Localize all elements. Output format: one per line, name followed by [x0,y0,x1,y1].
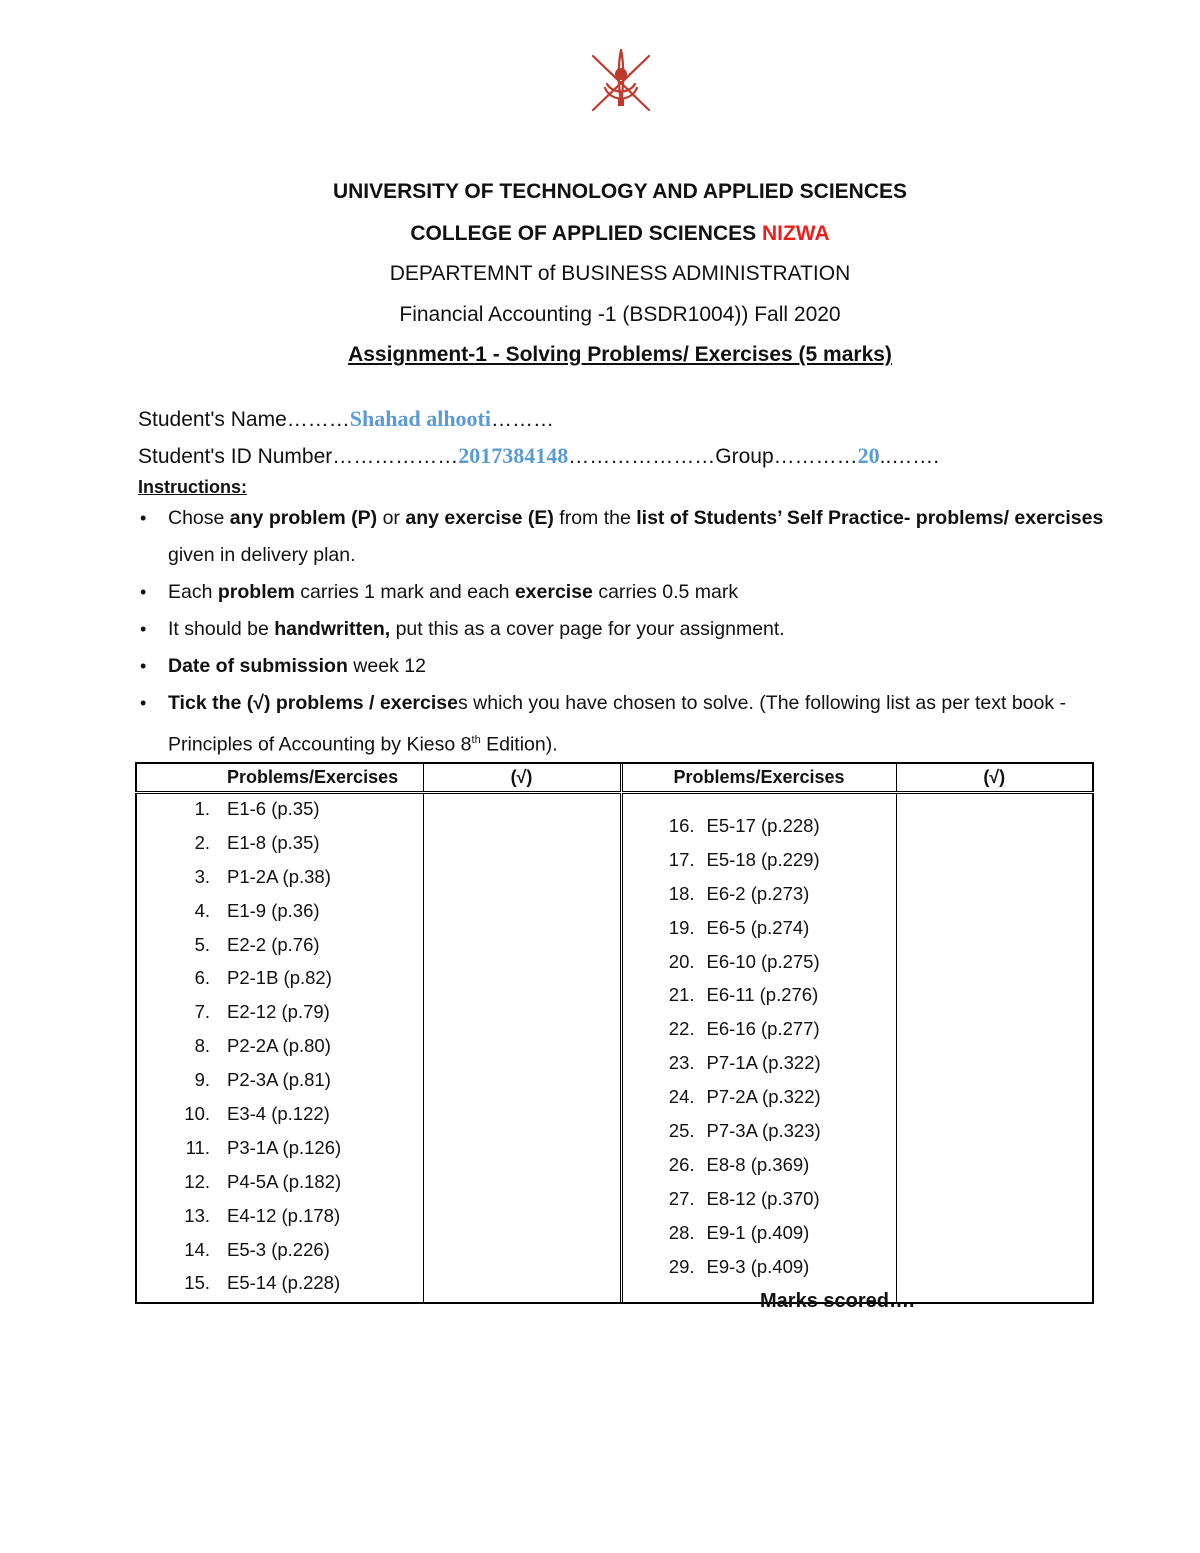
list-item [137,828,423,862]
group-trail: ..……. [879,445,940,468]
university-name: UNIVERSITY OF TECHNOLOGY AND APPLIED SCIENCES [332,180,908,203]
text: Edition). [480,733,558,756]
item-text: P7-2A (p.322) [706,1086,821,1108]
list-item [623,1048,896,1082]
instructions-title: Instructions: [138,477,248,497]
instruction-item [138,574,1118,611]
right-tick-cell[interactable] [896,793,1093,1304]
list-item [623,947,896,981]
instruction-item [138,611,1118,648]
item-number: 21. [668,984,695,1006]
item-text: E8-12 (p.370) [706,1187,820,1209]
list-item [623,1116,896,1150]
list-item [623,1082,896,1116]
list-item [137,862,423,896]
text: s which you have chosen to solve. (The following list as per text book - Principles of Accounting by Kieso 8 [168,692,1067,756]
list-item [623,1014,896,1048]
course-title: Financial Accounting -1 (BSDR1004)) Fall 2020 [399,303,841,326]
left-problems-cell [136,793,423,1304]
student-id-value[interactable]: 2017384148 [458,443,569,468]
item-number: 2. [194,831,210,853]
oman-national-emblem-icon [585,44,657,116]
list-item [137,963,423,997]
list-item [137,1268,423,1302]
item-text: E5-17 (p.228) [706,815,820,836]
item-text: E4-12 (p.178) [227,1204,341,1226]
assignment-title: Assignment-1 - Solving Problems/ Exercises (5 marks) [348,343,892,366]
item-number: 16. [668,815,695,836]
text: given in delivery plan. [168,544,356,566]
item-number: 5. [194,933,210,955]
item-number: 14. [184,1238,210,1260]
list-item [137,1167,423,1201]
marks-scored: Marks scored…. [760,1290,915,1312]
list-item [623,913,896,947]
text: or [377,507,406,529]
item-text: E6-16 (p.277) [706,1018,820,1040]
item-text: E2-12 (p.79) [227,1001,330,1023]
list-item [137,930,423,964]
item-number: 7. [194,1001,210,1023]
item-number: 1. [194,798,210,819]
item-text: P1-2A (p.38) [227,865,331,887]
list-item [623,1218,896,1252]
college-city: NIZWA [761,222,830,245]
instruction-item [138,648,1118,685]
text: Chose [168,507,230,529]
list-item [137,1235,423,1269]
item-number: 23. [668,1052,695,1074]
table-header-row [136,763,1093,793]
item-text: E8-8 (p.369) [706,1153,810,1175]
item-text: P4-5A (p.182) [227,1170,342,1192]
item-number: 6. [194,967,210,989]
item-number: 9. [194,1069,210,1091]
list-item [623,845,896,879]
text: put this as a cover page for your assignment. [390,618,785,640]
instructions-list [138,500,1118,764]
item-text: E1-8 (p.35) [227,831,320,853]
list-item [137,1031,423,1065]
text: handwritten, [274,618,391,640]
item-text: P2-3A (p.81) [227,1069,331,1091]
text: th [471,734,481,746]
item-number: 15. [184,1272,210,1294]
item-number: 3. [194,865,210,887]
item-number: 13. [184,1204,210,1226]
column-header-problems: Problems/Exercises [136,763,423,793]
item-text: P7-1A (p.322) [706,1052,821,1074]
text: Date of submission [168,655,348,677]
department-name: DEPARTEMNT of BUSINESS ADMINISTRATION [389,262,851,285]
item-number: 26. [668,1153,695,1175]
group-value[interactable]: 20 [857,443,880,468]
student-name-field [138,406,554,432]
item-number: 27. [668,1187,695,1209]
left-problems-list [137,794,423,1302]
text: Tick the (√) problems / exercise [168,692,458,714]
item-number: 25. [668,1120,695,1142]
item-text: E6-11 (p.276) [706,984,819,1006]
item-text: E5-18 (p.229) [706,848,820,870]
item-number: 20. [668,950,695,972]
student-name-trail: ……… [491,408,554,431]
item-text: P3-1A (p.126) [227,1136,342,1158]
item-text: E5-14 (p.228) [227,1272,341,1294]
item-number: 22. [668,1018,695,1040]
text: from the [553,507,637,529]
list-item [137,997,423,1031]
item-text: E6-10 (p.275) [706,950,820,972]
list-item [137,1065,423,1099]
list-item [623,1252,896,1286]
list-item [623,811,896,845]
item-number: 28. [668,1221,695,1243]
item-text: P2-1B (p.82) [227,967,332,989]
item-text: E2-2 (p.76) [227,933,320,955]
item-number: 17. [668,848,695,870]
list-item [623,980,896,1014]
item-text: P7-3A (p.323) [706,1120,821,1142]
item-number: 11. [185,1136,210,1158]
item-number: 24. [668,1086,695,1108]
student-name-value[interactable]: Shahad alhooti [349,406,491,431]
list-item [137,896,423,930]
item-text: E6-5 (p.274) [706,916,810,938]
item-number: 8. [194,1035,210,1057]
problems-exercises-table [135,762,1094,1304]
college-label: COLLEGE OF APPLIED SCIENCES [410,222,757,245]
item-text: E3-4 (p.122) [227,1103,330,1125]
group-label: …………………Group………… [568,445,858,468]
item-text: P2-2A (p.80) [227,1035,331,1057]
list-item [137,1201,423,1235]
table-body-row [136,793,1093,1304]
column-header-tick: (√) [423,763,620,793]
item-number: 18. [668,882,695,904]
item-text: E1-6 (p.35) [227,798,320,819]
list-item [623,879,896,913]
item-number: 19. [668,916,695,938]
instruction-item [138,500,1118,574]
college-name [0,222,1200,246]
text: any exercise (E) [405,507,554,529]
text: list of Students’ Self Practice- problems/ exercises [636,507,1104,529]
text: carries 0.5 mark [592,581,739,603]
text: Each [168,581,218,603]
item-number: 10. [184,1103,210,1125]
item-number: 29. [668,1255,695,1277]
text: any problem (P) [229,507,378,529]
item-number: 12. [184,1170,210,1192]
text: exercise [514,581,593,603]
student-id-label: Student's ID Number……………… [138,445,459,468]
item-text: E5-3 (p.226) [227,1238,330,1260]
item-number: 4. [194,899,210,921]
list-item [137,1133,423,1167]
instruction-item [138,685,1118,764]
list-item [137,1099,423,1133]
left-tick-cell[interactable] [423,793,620,1304]
item-text: E6-2 (p.273) [706,882,810,904]
text: problem [217,581,295,603]
right-problems-cell [622,793,896,1304]
text: It should be [168,618,275,640]
column-header-tick: (√) [896,763,1093,793]
item-text: E1-9 (p.36) [227,899,320,921]
student-name-label: Student's Name……… [138,408,350,431]
text: week 12 [347,655,426,677]
item-text: E9-3 (p.409) [706,1255,810,1277]
student-id-field [138,443,939,469]
list-item [623,1184,896,1218]
list-item [137,794,423,828]
text: carries 1 mark and each [294,581,515,603]
column-header-problems: Problems/Exercises [622,763,896,793]
item-text: E9-1 (p.409) [706,1221,810,1243]
list-item [623,1150,896,1184]
right-problems-list [623,794,896,1285]
